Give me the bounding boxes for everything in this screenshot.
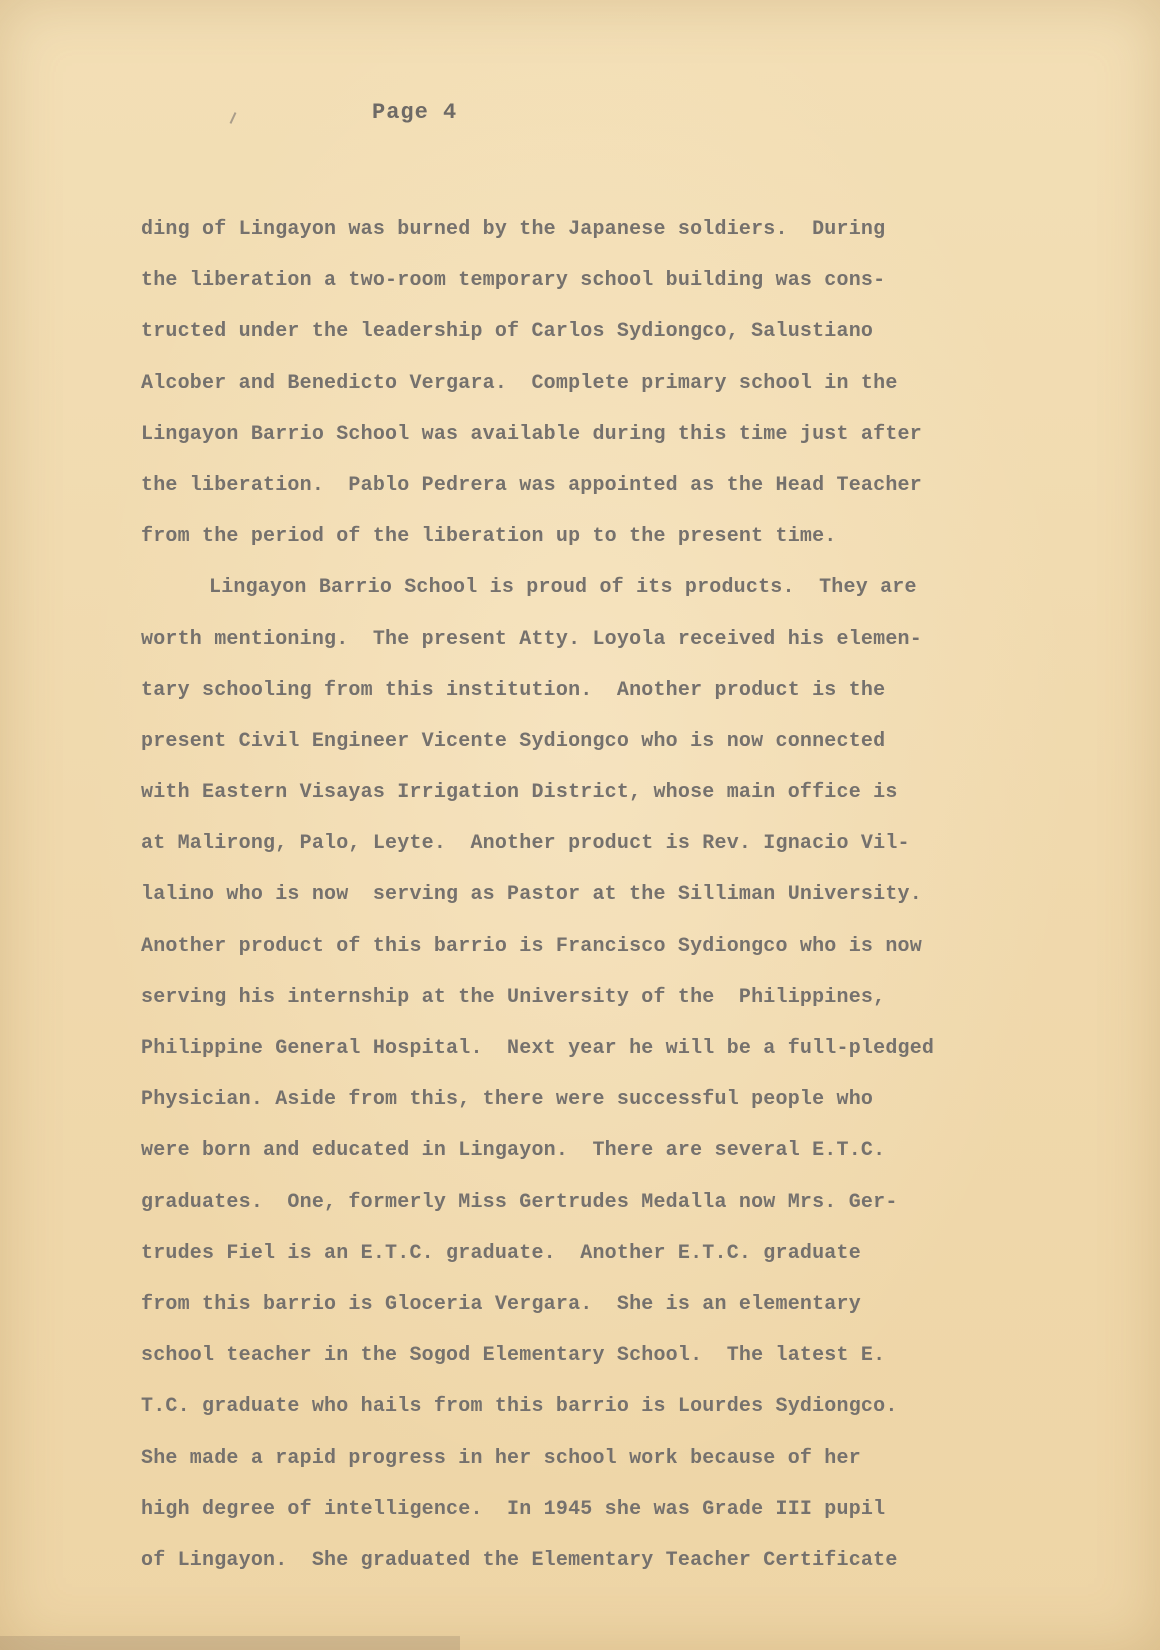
text-line: the liberation a two-room temporary school building was cons- <box>141 269 886 293</box>
pencil-mark <box>230 112 237 124</box>
text-line: worth mentioning. The present Atty. Loyola received his elemen- <box>141 627 922 651</box>
scan-margin-strip <box>0 1636 460 1650</box>
text-line: She made a rapid progress in her school work because of her <box>141 1446 861 1470</box>
text-line: tary schooling from this institution. Another product is the <box>141 678 886 702</box>
text-line: ding of Lingayon was burned by the Japanese soldiers. During <box>141 218 886 241</box>
text-line: lalino who is now serving as Pastor at the Silliman University. <box>141 883 922 907</box>
text-line: Physician. Aside from this, there were successful people who <box>141 1088 874 1112</box>
text-line: the liberation. Pablo Pedrera was appointed as the Head Teacher <box>141 473 922 497</box>
text-line: Alcober and Benedicto Vergara. Complete primary school in the <box>141 371 898 395</box>
text-line: from the period of the liberation up to the present time. <box>141 525 837 549</box>
text-line: school teacher in the Sogod Elementary School. The latest E. <box>141 1344 886 1368</box>
paragraph-start-line: Lingayon Barrio School is proud of its products. They are <box>209 576 917 600</box>
text-line: Philippine General Hospital. Next year he will be a full-pledged <box>141 1037 935 1060</box>
text-line: Another product of this barrio is Francisco Sydiongco who is now <box>141 934 922 958</box>
text-line: of Lingayon. She graduated the Elementary Teacher Certificate <box>141 1548 898 1572</box>
text-line: were born and educated in Lingayon. There are several E.T.C. <box>141 1139 886 1163</box>
text-line: high degree of intelligence. In 1945 she was Grade III pupil <box>141 1497 886 1521</box>
text-line: Lingayon Barrio School was available during this time just after <box>141 422 922 446</box>
text-line: from this barrio is Gloceria Vergara. She is an elementary <box>141 1292 861 1316</box>
text-line: graduates. One, formerly Miss Gertrudes Medalla now Mrs. Ger- <box>141 1190 898 1214</box>
text-line: at Malirong, Palo, Leyte. Another product is Rev. Ignacio Vil- <box>141 832 910 856</box>
text-line: present Civil Engineer Vicente Sydiongco who is now connected <box>141 729 886 753</box>
text-line: T.C. graduate who hails from this barrio is Lourdes Sydiongco. <box>141 1395 898 1419</box>
text-line: tructed under the leadership of Carlos Sydiongco, Salustiano <box>141 320 874 344</box>
body-text <box>141 204 1021 1586</box>
text-line: trudes Fiel is an E.T.C. graduate. Another E.T.C. graduate <box>141 1241 861 1265</box>
page-number: Page 4 <box>372 100 458 125</box>
text-line: with Eastern Visayas Irrigation District, whose main office is <box>141 781 898 805</box>
text-line: serving his internship at the University of the Philippines, <box>141 985 886 1009</box>
